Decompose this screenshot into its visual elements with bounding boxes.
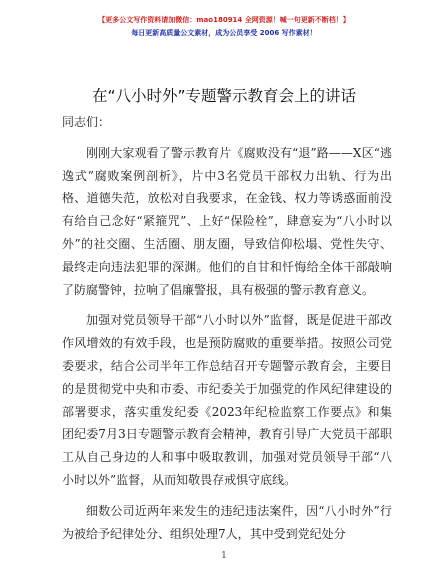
paragraph-2: 加强对党员领导干部“八小时以外”监督，既是促进干部改作风增效的有效手段，也是预防腐败的重要举措。按照公司党委要求，结合公司半年工作总结召开专题警示教育会，主要目的是贯彻党中央和市委、市纪委关于加强党的作风纪律建设的部署要求，落实重发纪委《2023年纪检监察工作要点》和集团纪委7月3日专题警示教育会精神，教育引导广大党员干部职工从自己身边的人和事中吸取教训，加强对党员领导干部“八小时以外”监督，从而知敬畏存戒惧守底线。 (62, 313, 392, 487)
page-number: 1 (221, 551, 227, 561)
greeting: 同志们： (62, 115, 111, 129)
paragraph-3: 细数公司近两年来发生的违纪违法案件，因“八小时外”行为被给予纪律处分、组织处理7人，其中受到党纪处分 (62, 503, 392, 541)
promo-header-line-1: 【更多公文写作资料请加微信：mao180914 全网资源！喊一句更新不断档！】 (98, 16, 350, 24)
paragraph-1: 刚刚大家观看了警示教育片《腐败没有“退”路——X区“逃逸式”腐败案例剖析》，片中3名党员干部权力出轨、行为出格、道德失范，放松对自我要求，在金钱、权力等诱惑面前没有给自己念好“紧箍咒”、上好“保险栓”，肆意妄为“八小时以外”的社交圈、生活圈、朋友圈，导致信仰松塌、党性失守、最终走向违法犯罪的深渊。他们的自甘和忏悔给全体干部敲响了防腐警钟，拉响了倡廉警报，具有极强的警示教育意义。 (62, 145, 392, 297)
document-body (62, 111, 392, 545)
promo-header-line-2: 每日更新高质量公文素材，成为公员享受 2006 写作素材！ (131, 29, 317, 37)
document-title: 在“八小时外”专题警示教育会上的讲话 (91, 87, 357, 105)
